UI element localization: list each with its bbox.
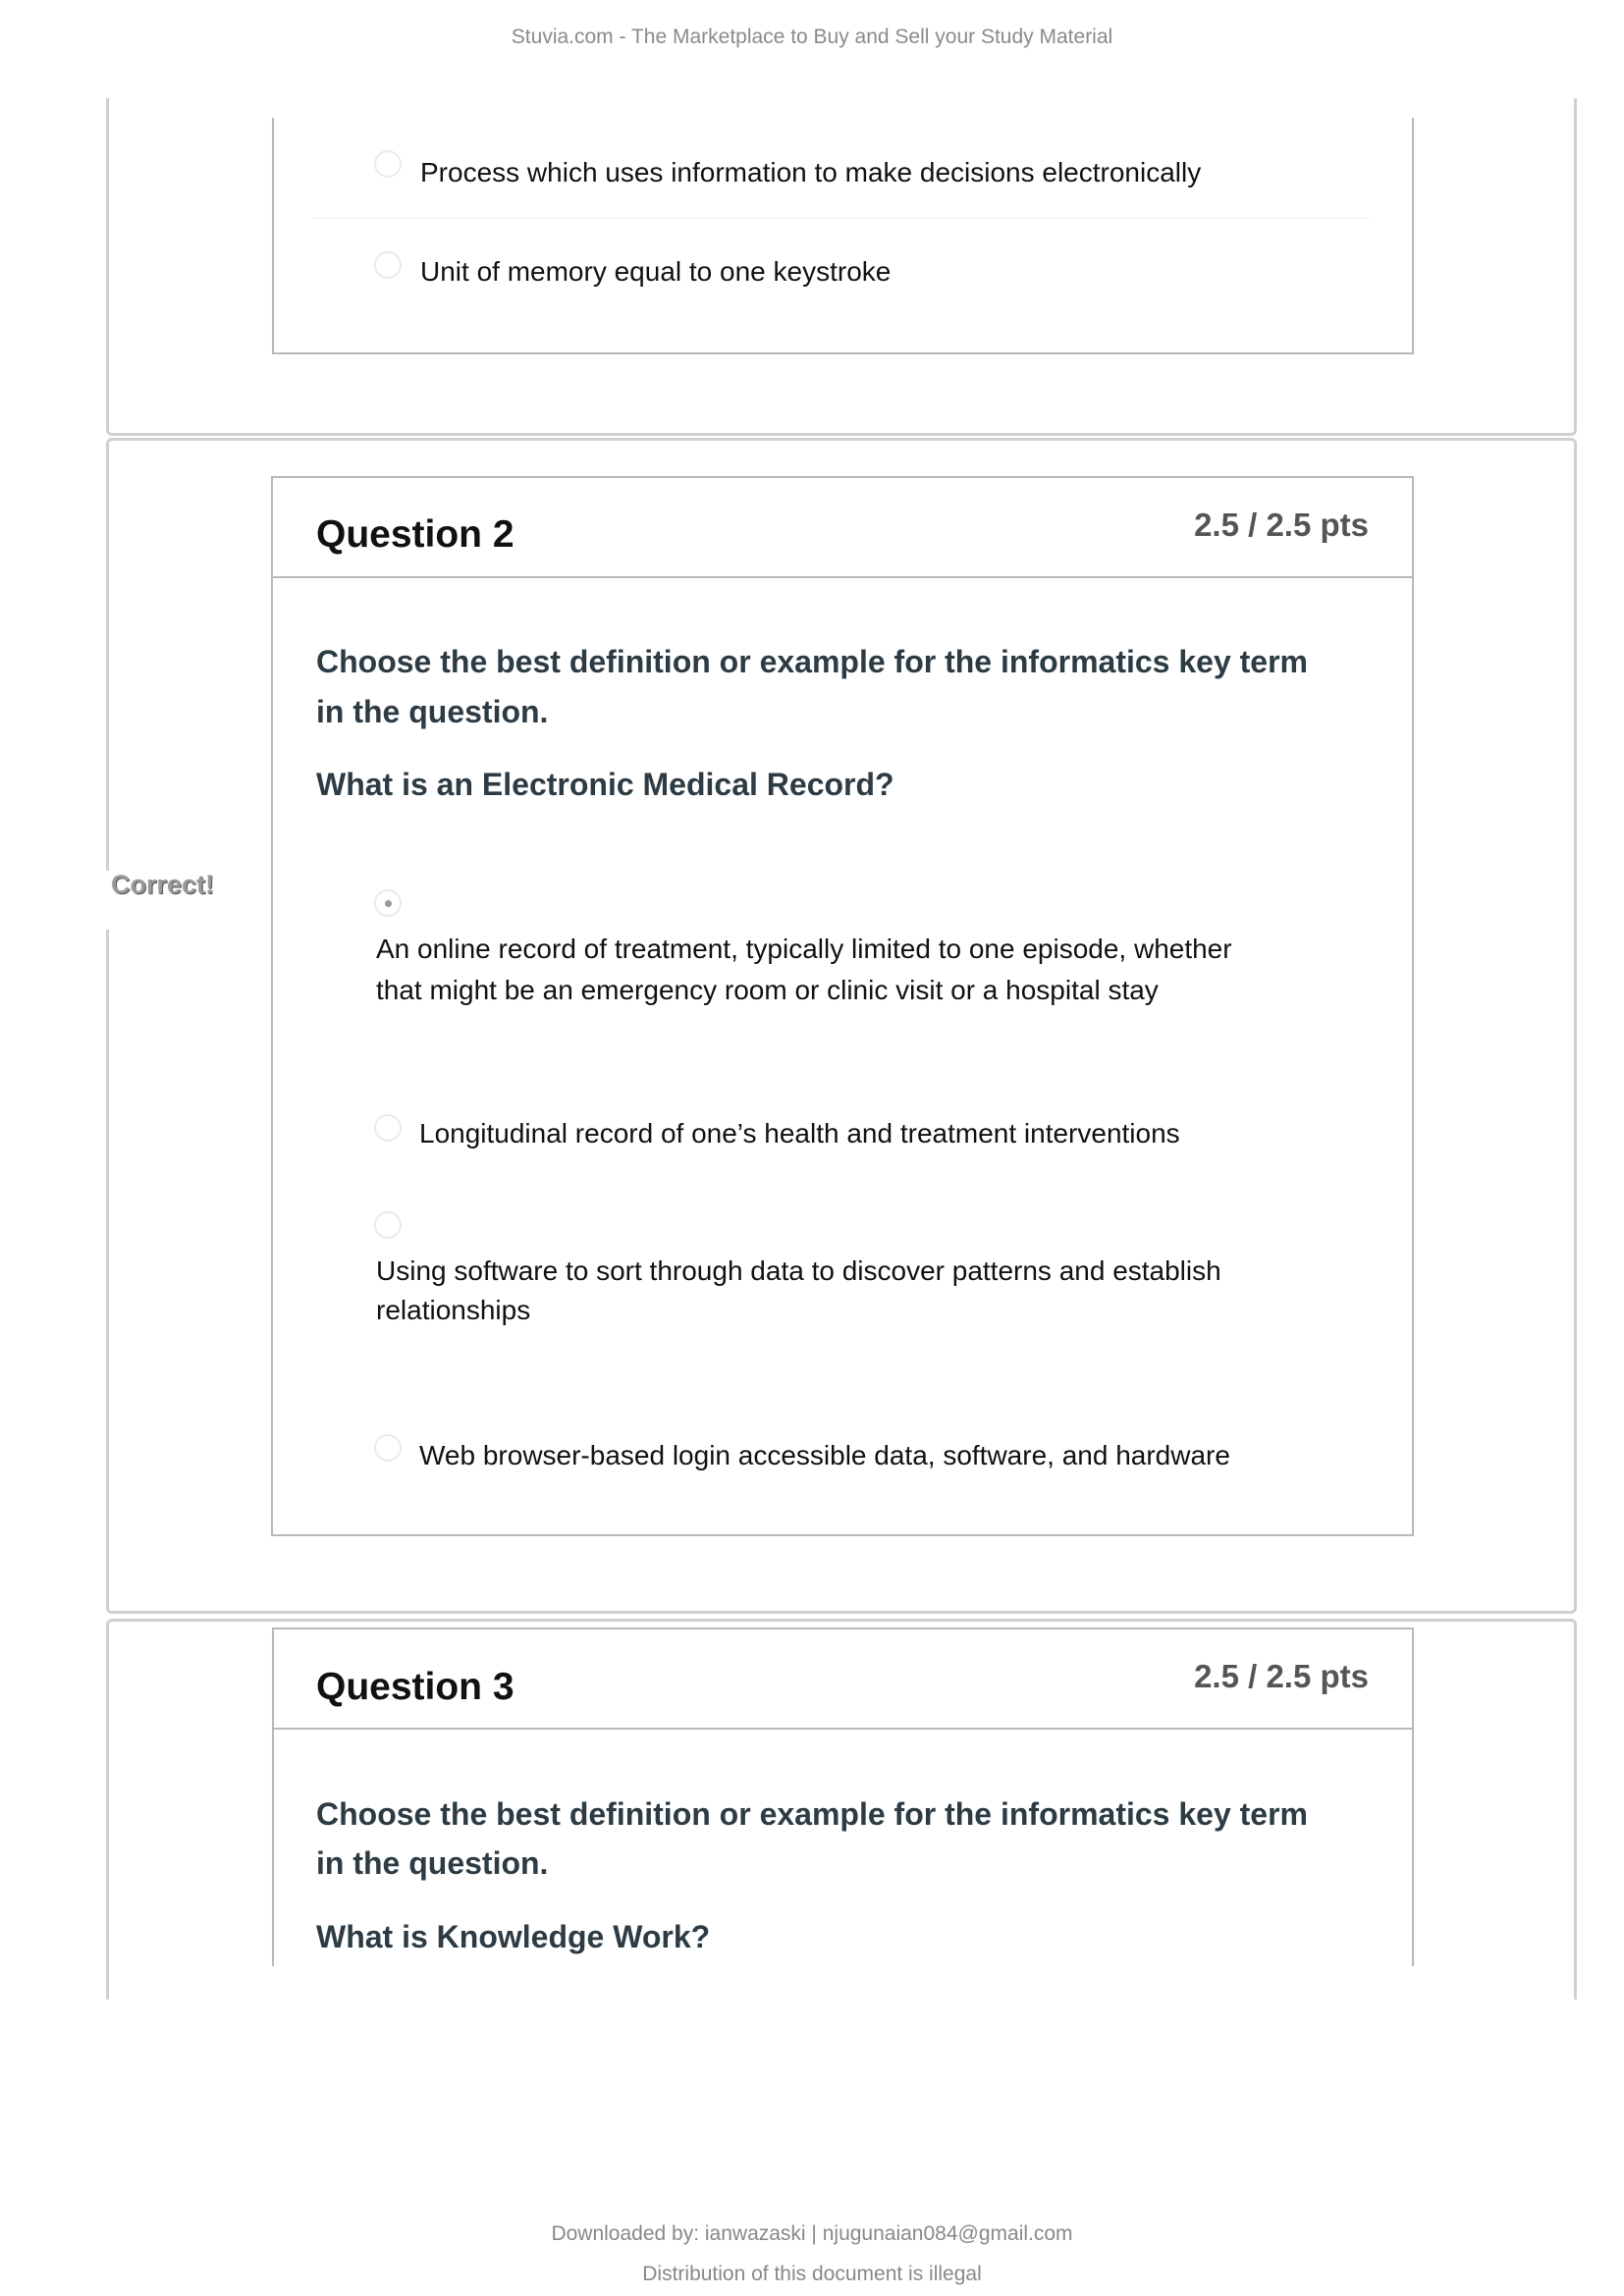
- answer-radio[interactable]: [374, 150, 402, 178]
- answer-option-label-line1[interactable]: Using software to sort through data to discover patterns and establish: [376, 1255, 1221, 1286]
- question-title: Question 3: [316, 1666, 514, 1708]
- answer-option-label[interactable]: Longitudinal record of one’s health and treatment interventions: [419, 1118, 1180, 1148]
- answer-radio[interactable]: [374, 1114, 402, 1142]
- question-prompt-line2: in the question.: [316, 694, 549, 729]
- question-header-divider: [271, 576, 1414, 578]
- answer-option-label[interactable]: Process which uses information to make decisions electronically: [420, 157, 1202, 187]
- watermark-header: Stuvia.com - The Marketplace to Buy and Sell your Study Material: [511, 26, 1113, 48]
- question-points: 2.5 / 2.5 pts: [1194, 1658, 1369, 1694]
- answer-option-label-line2[interactable]: relationships: [376, 1295, 531, 1325]
- answer-option-label-line2[interactable]: that might be an emergency room or clinic visit or a hospital stay: [376, 975, 1159, 1005]
- correct-indicator: Correct!: [111, 870, 215, 899]
- question-text: What is an Electronic Medical Record?: [316, 767, 894, 802]
- question-prompt-line1: Choose the best definition or example for the informatics key term: [316, 644, 1308, 679]
- option-divider: [311, 218, 1370, 219]
- answer-radio[interactable]: [374, 1434, 402, 1462]
- question-header-divider: [272, 1728, 1414, 1730]
- download-info: Downloaded by: ianwazaski | njugunaian084@gmail.com: [551, 2222, 1073, 2245]
- answer-radio[interactable]: [374, 251, 402, 279]
- question-points: 2.5 / 2.5 pts: [1194, 507, 1369, 543]
- question-title: Question 2: [316, 513, 514, 556]
- distribution-notice: Distribution of this document is illegal: [642, 2263, 982, 2285]
- question-prompt-line1: Choose the best definition or example for the informatics key term: [316, 1796, 1308, 1832]
- answer-radio[interactable]: [374, 1211, 402, 1239]
- question-text: What is Knowledge Work?: [316, 1919, 711, 1954]
- answer-option-label[interactable]: Unit of memory equal to one keystroke: [420, 256, 892, 287]
- answer-radio-selected[interactable]: [374, 889, 402, 917]
- answer-option-label-line1[interactable]: An online record of treatment, typically limited to one episode, whether: [376, 934, 1232, 964]
- page-cut: [98, 2000, 1591, 2039]
- question-prompt-line2: in the question.: [316, 1845, 549, 1881]
- answer-option-label[interactable]: Web browser-based login accessible data, software, and hardware: [419, 1440, 1230, 1470]
